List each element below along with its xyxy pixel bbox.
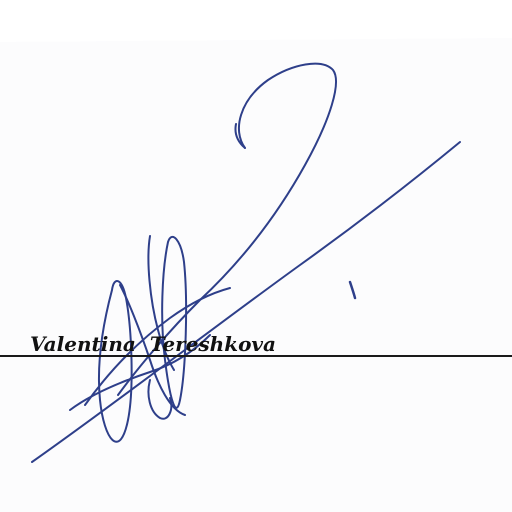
signer-last-name: Tereshkova (149, 332, 276, 356)
signer-first-name: Valentina (30, 332, 136, 356)
signature-ink-mark (350, 282, 355, 298)
signer-name-label (30, 332, 276, 356)
signature-left-loop-1 (99, 281, 132, 442)
signature-diagonal-stroke (32, 142, 460, 462)
